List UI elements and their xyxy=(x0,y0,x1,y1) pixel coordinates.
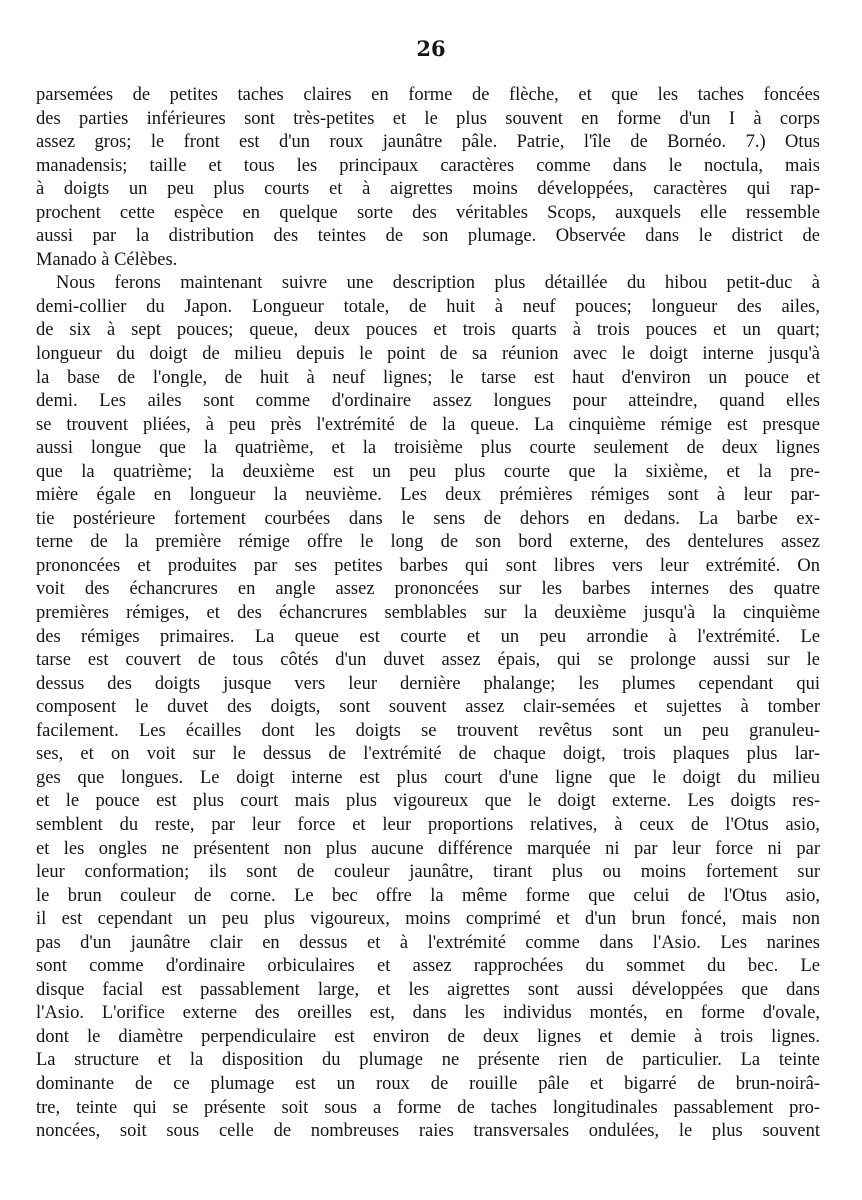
text-line: de six à sept pouces; queue, deux pouces et trois quarts à trois pouces et un quart; xyxy=(36,320,820,341)
text-line: et les ongles ne présentent non plus aucune différence marquée ni par leur force ni par xyxy=(36,838,820,859)
text-line: assez gros; le front est d'un roux jaunâtre pâle. Patrie, l'île de Bornéo. 7.) Otus xyxy=(36,132,820,153)
text-line: leur conformation; ils sont de couleur jaunâtre, tirant plus ou moins fortement sur xyxy=(36,862,820,883)
text-line: l'Asio. L'orifice externe des oreilles est, dans les individus montés, en forme d'ovale, xyxy=(36,1003,820,1024)
text-line: Manado à Célèbes. xyxy=(36,249,178,270)
text-line: des rémiges primaires. La queue est courte et un peu arrondie à l'extrémité. Le xyxy=(36,626,820,647)
text-line: il est cependant un peu plus vigoureux, moins comprimé et d'un brun foncé, mais non xyxy=(36,909,820,930)
text-line: dont le diamètre perpendiculaire est environ de deux lignes et demie à trois lignes. xyxy=(36,1026,820,1047)
text-line: tre, teinte qui se présente soit sous a forme de taches longitudinales passablement pro- xyxy=(36,1097,820,1118)
text-line: semblent du reste, par leur force et leur proportions relatives, à ceux de l'Otus asio, xyxy=(36,814,820,835)
text-line: composent le duvet des doigts, sont souvent assez clair-semées et sujettes à tomber xyxy=(36,697,820,718)
text-line: et le pouce est plus court mais plus vigoureux que le doigt externe. Les doigts res- xyxy=(36,791,820,812)
text-line: mière égale en longueur la neuvième. Les deux prémières rémiges sont à leur par- xyxy=(36,485,820,506)
text-line: que la quatrième; la deuxième est un peu plus courte que la sixième, et la pre- xyxy=(36,461,820,482)
text-line: prononcées et produites par ses petites barbes qui sont libres vers leur extrémité. On xyxy=(36,555,820,576)
text-line: manadensis; taille et tous les principaux caractères comme dans le noctula, mais xyxy=(36,155,820,176)
text-line: aussi par la distribution des teintes de son plumage. Observée dans le district de xyxy=(36,226,820,247)
text-line: dominante de ce plumage est un roux de rouille pâle et bigarré de brun-noirâ- xyxy=(36,1073,820,1094)
text-line: pas d'un jaunâtre clair en dessus et à l'extrémité comme dans l'Asio. Les narines xyxy=(36,932,820,953)
text-line: sont comme d'ordinaire orbiculaires et assez rapprochées du sommet du bec. Le xyxy=(36,956,820,977)
body-text xyxy=(36,84,820,1144)
text-line: prochent cette espèce en quelque sorte des véritables Scops, auxquels elle ressemble xyxy=(36,202,820,223)
text-line: à doigts un peu plus courts et à aigrettes moins développées, caractères qui rap- xyxy=(36,179,820,200)
text-line: ses, et on voit sur le dessus de l'extrémité de chaque doigt, trois plaques plus lar- xyxy=(36,744,820,765)
text-line: premières rémiges, et des échancrures semblables sur la deuxième jusqu'à la cinquième xyxy=(36,603,820,624)
text-line: la base de l'ongle, de huit à neuf lignes; le tarse est haut d'environ un pouce et xyxy=(36,367,820,388)
text-line: se trouvent pliées, à peu près l'extrémité de la queue. La cinquième rémige est presque xyxy=(36,414,820,435)
text-line: longueur du doigt de milieu depuis le point de sa réunion avec le doigt interne jusqu'à xyxy=(36,344,820,365)
text-line: demi. Les ailes sont comme d'ordinaire assez longues pour atteindre, quand elles xyxy=(36,391,820,412)
paragraph-start-line: Nous ferons maintenant suivre une description plus détaillée du hibou petit-duc à xyxy=(56,273,820,294)
text-line: aussi longue que la quatrième, et la troisième plus courte seulement de deux lignes xyxy=(36,438,820,459)
text-line: le brun couleur de corne. Le bec offre la même forme que celui de l'Otus asio, xyxy=(36,885,820,906)
text-line: La structure et la disposition du plumage ne présente rien de particulier. La teinte xyxy=(36,1050,820,1071)
text-line: terne de la première rémige offre le long de son bord externe, des dentelures assez xyxy=(36,532,820,553)
text-line: disque facial est passablement large, et les aigrettes sont aussi développées que dans xyxy=(36,979,820,1000)
text-line: des parties inférieures sont très-petites et le plus souvent en forme d'un I à corps xyxy=(36,108,820,129)
page-number: 26 xyxy=(416,36,446,61)
text-line: tarse est couvert de tous côtés d'un duvet assez épais, qui se prolonge aussi sur le xyxy=(36,650,820,671)
text-line: parsemées de petites taches claires en forme de flèche, et que les taches foncées xyxy=(36,85,820,105)
text-line: ges que longues. Le doigt interne est plus court d'une ligne que le doigt du milieu xyxy=(36,767,820,788)
text-line: tie postérieure fortement courbées dans le sens de dehors en dedans. La barbe ex- xyxy=(36,508,820,529)
text-line: voit des échancrures en angle assez prononcées sur les barbes internes des quatre xyxy=(36,579,820,600)
text-line: demi-collier du Japon. Longueur totale, de huit à neuf pouces; longueur des ailes, xyxy=(36,296,820,317)
text-line: facilement. Les écailles dont les doigts se trouvent revêtus sont un peu granuleu- xyxy=(36,720,820,741)
text-line: dessus des doigts jusque vers leur dernière phalange; les plumes cependant qui xyxy=(36,673,820,694)
text-line: noncées, soit sous celle de nombreuses raies transversales ondulées, le plus souvent xyxy=(36,1121,820,1142)
